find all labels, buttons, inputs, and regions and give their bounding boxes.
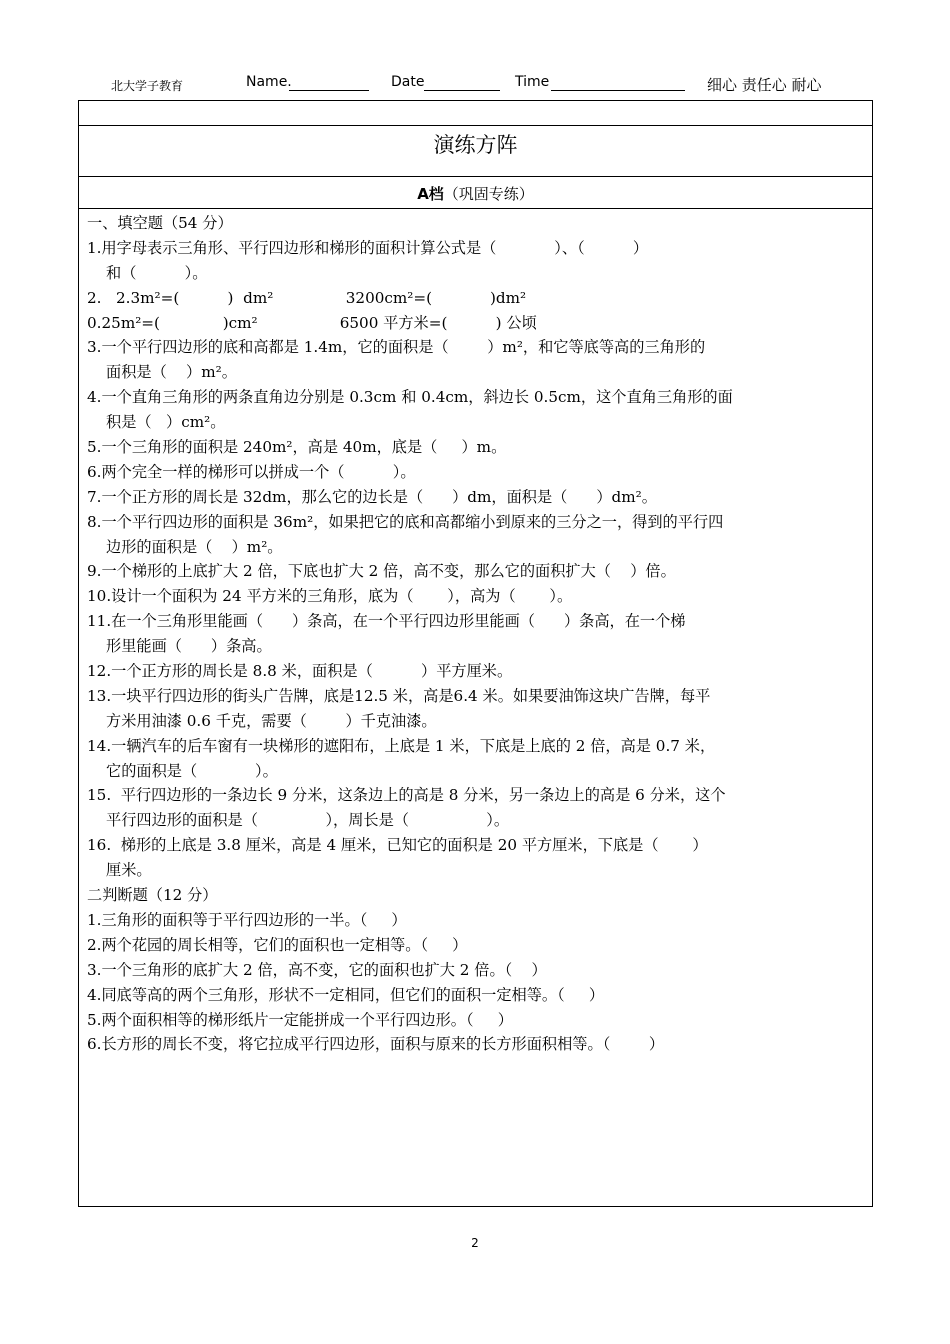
- date-label: Date: [391, 74, 425, 90]
- name-blank[interactable]: [289, 90, 369, 91]
- question-line: 边形的面积是（ ）m²。: [106, 537, 283, 556]
- question-line: 厘米。: [106, 861, 152, 880]
- question-line: 2. 2.3m²=( ) dm² 3200cm²=( )dm²: [87, 288, 527, 307]
- question-line: 11.在一个三角形里能画（ ）条高，在一个平行四边形里能画（ ）条高，在一个梯: [87, 612, 686, 631]
- question-line: 平行四边形的面积是（ ），周长是（ ）。: [106, 811, 510, 830]
- question-line: 8.一个平行四边形的面积是 36m²，如果把它的底和高都缩小到原来的三分之一，得到的平行四: [87, 512, 724, 531]
- section-heading: 一、填空题（54 分）: [87, 214, 233, 232]
- section-heading: 二判断题（12 分）: [87, 886, 218, 905]
- divider: [79, 176, 872, 177]
- question-line: 1.用字母表示三角形、平行四边形和梯形的面积计算公式是（ ）、（ ）: [87, 238, 649, 257]
- name-label: Name.: [246, 74, 292, 90]
- question-line: 10.设计一个面积为 24 平方米的三角形，底为（ ），高为（ ）。: [87, 587, 573, 606]
- question-line: 4.同底等高的两个三角形，形状不一定相同，但它们的面积一定相等。（ ）: [87, 985, 605, 1004]
- question-line: 积是（ ）cm²。: [106, 413, 226, 432]
- question-line: 16. 梯形的上底是 3.8 厘米，高是 4 厘米，已知它的面积是 20 平方厘米，下底是（ ）: [87, 836, 708, 855]
- question-line: 5.两个面积相等的梯形纸片一定能拼成一个平行四边形。（ ）: [87, 1010, 513, 1029]
- time-blank[interactable]: [551, 90, 685, 91]
- question-line: 3.一个平行四边形的底和高都是 1.4m，它的面积是（ ）m²，和它等底等高的三角形的: [87, 338, 706, 357]
- page-header: [0, 72, 950, 96]
- question-line: 12.一个正方形的周长是 8.8 米，面积是（ ）平方厘米。: [87, 662, 513, 681]
- question-line: 面积是（ ）m²。: [106, 363, 237, 382]
- grade-label: A档: [417, 185, 444, 203]
- question-line: 3.一个三角形的底扩大 2 倍，高不变，它的面积也扩大 2 倍。（ ）: [87, 960, 547, 979]
- question-line: 13.一块平行四边形的街头广告牌，底是12.5 米，高是6.4 米。如果要油饰这块广告牌，每平: [87, 686, 711, 705]
- question-line: 6.两个完全一样的梯形可以拼成一个（ ）。: [87, 462, 416, 481]
- date-blank[interactable]: [424, 90, 500, 91]
- question-line: 0.25m²=( )cm² 6500 平方米=( ) 公顷: [87, 313, 537, 332]
- question-line: 6.长方形的周长不变，将它拉成平行四边形，面积与原来的长方形面积相等。（ ）: [87, 1035, 665, 1054]
- section-subtitle: [78, 183, 873, 204]
- question-line: 15. 平行四边形的一条边长 9 分米，这条边上的高是 8 分米，另一条边上的高是 6 分米，这个: [87, 786, 726, 805]
- grade-description: （巩固专练）: [443, 185, 534, 203]
- org-name: 北大学子教育: [111, 79, 184, 93]
- divider: [79, 125, 872, 126]
- divider: [79, 208, 872, 209]
- question-line: 5.一个三角形的面积是 240m²，高是 40m，底是（ ）m。: [87, 438, 507, 457]
- time-label: Time: [515, 74, 550, 90]
- question-line: 1.三角形的面积等于平行四边形的一半。（ ）: [87, 910, 407, 929]
- question-line: 14.一辆汽车的后车窗有一块梯形的遮阳布，上底是 1 米，下底是上底的 2 倍，高是 0.7 米，: [87, 736, 716, 755]
- question-line: 方米用油漆 0.6 千克，需要（ ）千克油漆。: [106, 711, 437, 730]
- page-title: 演练方阵: [433, 133, 518, 157]
- question-line: 形里能画（ ）条高。: [106, 637, 272, 656]
- question-line: 7.一个正方形的周长是 32dm，那么它的边长是（ ）dm，面积是（ ）dm²。: [87, 487, 657, 506]
- question-line: 4.一个直角三角形的两条直角边分别是 0.3cm 和 0.4cm，斜边长 0.5cm，这个直角三角形的面: [87, 388, 733, 407]
- question-content: [87, 211, 869, 1057]
- motto: 细心 责任心 耐心: [707, 76, 822, 94]
- question-line: 9.一个梯形的上底扩大 2 倍，下底也扩大 2 倍，高不变，那么它的面积扩大（ ）倍。: [87, 562, 676, 581]
- question-line: 和（ ）。: [106, 263, 208, 282]
- question-line: 2.两个花园的周长相等，它们的面积也一定相等。（ ）: [87, 935, 468, 954]
- question-line: 它的面积是（ ）。: [106, 761, 278, 780]
- page-number: 2: [471, 1236, 479, 1250]
